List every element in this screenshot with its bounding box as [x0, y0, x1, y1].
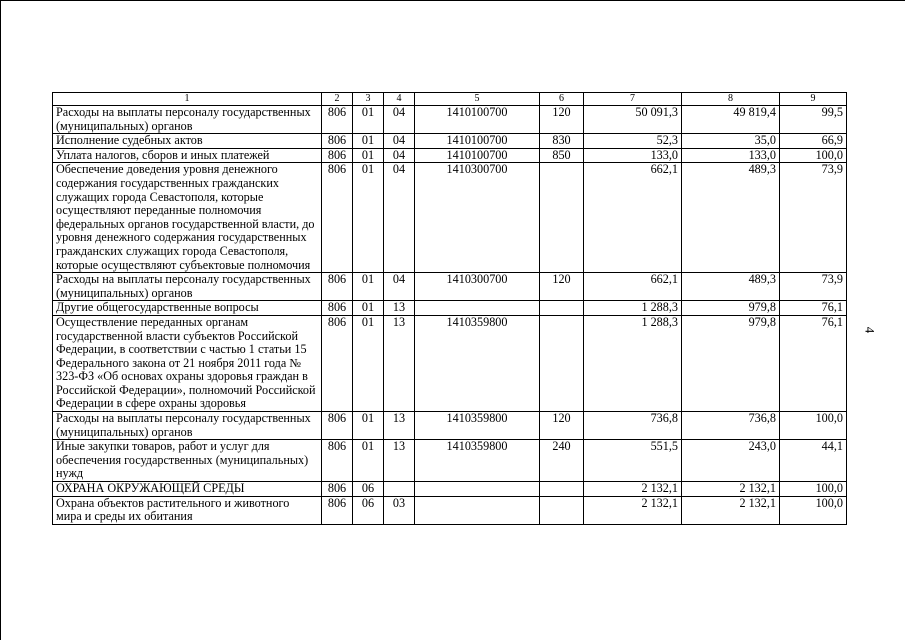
row-value-cell: 50 091,3: [584, 106, 682, 134]
header-cell: 8: [682, 93, 780, 106]
row-value-cell: [540, 496, 584, 524]
row-value-cell: [540, 163, 584, 273]
row-value-cell: 1410359800: [415, 315, 540, 411]
row-value-cell: 806: [322, 148, 353, 163]
row-value-cell: 806: [322, 301, 353, 316]
row-value-cell: 04: [384, 134, 415, 149]
row-value-cell: [415, 496, 540, 524]
row-value-cell: 1410359800: [415, 440, 540, 482]
table-row: [53, 412, 847, 440]
row-value-cell: 01: [353, 301, 384, 316]
row-name-cell: Обеспечение доведения уровня денежного содержания государственных гражданских служащих города Севастополя, которые осуществляют переданные полномочия федеральных органов государственной власти, до уровня денежного содержания государственных гражданских служащих города Севастополя, которые осуществляют субъектовые полномочия: [53, 163, 322, 273]
row-value-cell: 1410100700: [415, 134, 540, 149]
header-cell: 7: [584, 93, 682, 106]
row-value-cell: 52,3: [584, 134, 682, 149]
row-value-cell: 1 288,3: [584, 315, 682, 411]
row-value-cell: 01: [353, 273, 384, 301]
row-value-cell: 06: [353, 482, 384, 497]
row-value-cell: 13: [384, 301, 415, 316]
row-value-cell: 806: [322, 106, 353, 134]
row-name-cell: Другие общегосударственные вопросы: [53, 301, 322, 316]
row-value-cell: 01: [353, 134, 384, 149]
row-value-cell: 806: [322, 163, 353, 273]
row-value-cell: 100,0: [780, 412, 847, 440]
row-value-cell: 806: [322, 496, 353, 524]
table-row: [53, 163, 847, 273]
table-row: [53, 106, 847, 134]
row-value-cell: 240: [540, 440, 584, 482]
row-value-cell: 73,9: [780, 163, 847, 273]
row-value-cell: 850: [540, 148, 584, 163]
table-row: [53, 148, 847, 163]
row-value-cell: 2 132,1: [682, 482, 780, 497]
header-cell: 9: [780, 93, 847, 106]
row-value-cell: 1410300700: [415, 163, 540, 273]
row-value-cell: 49 819,4: [682, 106, 780, 134]
row-value-cell: 489,3: [682, 163, 780, 273]
row-name-cell: Иные закупки товаров, работ и услуг для обеспечения государственных (муниципальных) нужд: [53, 440, 322, 482]
row-value-cell: [540, 301, 584, 316]
row-name-cell: Осуществление переданных органам государственной власти субъектов Российской Федерации, в соответствии с частью 1 статьи 15 Федерального закона от 21 ноября 2011 года № 323-ФЗ «Об основах охраны здоровья граждан в Российской Федерации», полномочий Российской Федерации в сфере охраны здоровья: [53, 315, 322, 411]
page-border-top: [0, 0, 905, 1]
page-number: 4: [862, 326, 878, 334]
row-name-cell: ОХРАНА ОКРУЖАЮЩЕЙ СРЕДЫ: [53, 482, 322, 497]
header-cell: 5: [415, 93, 540, 106]
row-name-cell: Расходы на выплаты персоналу государственных (муниципальных) органов: [53, 273, 322, 301]
row-value-cell: 830: [540, 134, 584, 149]
row-value-cell: 736,8: [682, 412, 780, 440]
row-value-cell: 806: [322, 315, 353, 411]
row-value-cell: 2 132,1: [584, 482, 682, 497]
row-value-cell: 35,0: [682, 134, 780, 149]
header-cell: 1: [53, 93, 322, 106]
row-value-cell: 1410100700: [415, 148, 540, 163]
header-cell: 3: [353, 93, 384, 106]
page-border-left: [0, 0, 1, 640]
table-row: [53, 273, 847, 301]
row-value-cell: 01: [353, 315, 384, 411]
table-row: [53, 496, 847, 524]
row-value-cell: 133,0: [682, 148, 780, 163]
row-value-cell: 2 132,1: [682, 496, 780, 524]
row-value-cell: 100,0: [780, 496, 847, 524]
row-value-cell: 120: [540, 106, 584, 134]
row-value-cell: 806: [322, 134, 353, 149]
row-value-cell: 551,5: [584, 440, 682, 482]
row-value-cell: 04: [384, 106, 415, 134]
header-row: [53, 93, 847, 106]
header-cell: 6: [540, 93, 584, 106]
row-value-cell: 1410100700: [415, 106, 540, 134]
row-value-cell: [415, 301, 540, 316]
budget-table: [52, 92, 847, 525]
row-value-cell: 66,9: [780, 134, 847, 149]
row-value-cell: 01: [353, 163, 384, 273]
row-value-cell: 979,8: [682, 315, 780, 411]
row-value-cell: [540, 315, 584, 411]
row-name-cell: Расходы на выплаты персоналу государственных (муниципальных) органов: [53, 106, 322, 134]
row-value-cell: 806: [322, 273, 353, 301]
row-value-cell: 133,0: [584, 148, 682, 163]
row-value-cell: 120: [540, 273, 584, 301]
row-value-cell: 13: [384, 315, 415, 411]
table-row: [53, 482, 847, 497]
row-value-cell: 01: [353, 148, 384, 163]
row-value-cell: 01: [353, 440, 384, 482]
row-value-cell: 13: [384, 412, 415, 440]
row-value-cell: 243,0: [682, 440, 780, 482]
table-row: [53, 315, 847, 411]
row-value-cell: 03: [384, 496, 415, 524]
row-value-cell: [384, 482, 415, 497]
row-value-cell: 489,3: [682, 273, 780, 301]
row-value-cell: 662,1: [584, 273, 682, 301]
row-value-cell: 100,0: [780, 148, 847, 163]
row-value-cell: 979,8: [682, 301, 780, 316]
row-value-cell: 76,1: [780, 301, 847, 316]
row-value-cell: 04: [384, 163, 415, 273]
row-value-cell: 736,8: [584, 412, 682, 440]
row-value-cell: 44,1: [780, 440, 847, 482]
row-value-cell: 01: [353, 412, 384, 440]
row-value-cell: 806: [322, 412, 353, 440]
row-name-cell: Уплата налогов, сборов и иных платежей: [53, 148, 322, 163]
row-value-cell: 01: [353, 106, 384, 134]
header-cell: 4: [384, 93, 415, 106]
row-value-cell: 1410359800: [415, 412, 540, 440]
row-value-cell: 120: [540, 412, 584, 440]
row-name-cell: Расходы на выплаты персоналу государственных (муниципальных) органов: [53, 412, 322, 440]
row-value-cell: 04: [384, 148, 415, 163]
row-value-cell: 76,1: [780, 315, 847, 411]
row-value-cell: 06: [353, 496, 384, 524]
row-name-cell: Исполнение судебных актов: [53, 134, 322, 149]
row-value-cell: 73,9: [780, 273, 847, 301]
row-value-cell: 04: [384, 273, 415, 301]
row-value-cell: [415, 482, 540, 497]
header-cell: 2: [322, 93, 353, 106]
row-value-cell: 806: [322, 482, 353, 497]
row-name-cell: Охрана объектов растительного и животного мира и среды их обитания: [53, 496, 322, 524]
row-value-cell: 806: [322, 440, 353, 482]
row-value-cell: 2 132,1: [584, 496, 682, 524]
row-value-cell: [540, 482, 584, 497]
row-value-cell: 13: [384, 440, 415, 482]
table-row: [53, 134, 847, 149]
table-row: [53, 440, 847, 482]
row-value-cell: 1 288,3: [584, 301, 682, 316]
row-value-cell: 662,1: [584, 163, 682, 273]
row-value-cell: 100,0: [780, 482, 847, 497]
row-value-cell: 1410300700: [415, 273, 540, 301]
row-value-cell: 99,5: [780, 106, 847, 134]
table-row: [53, 301, 847, 316]
